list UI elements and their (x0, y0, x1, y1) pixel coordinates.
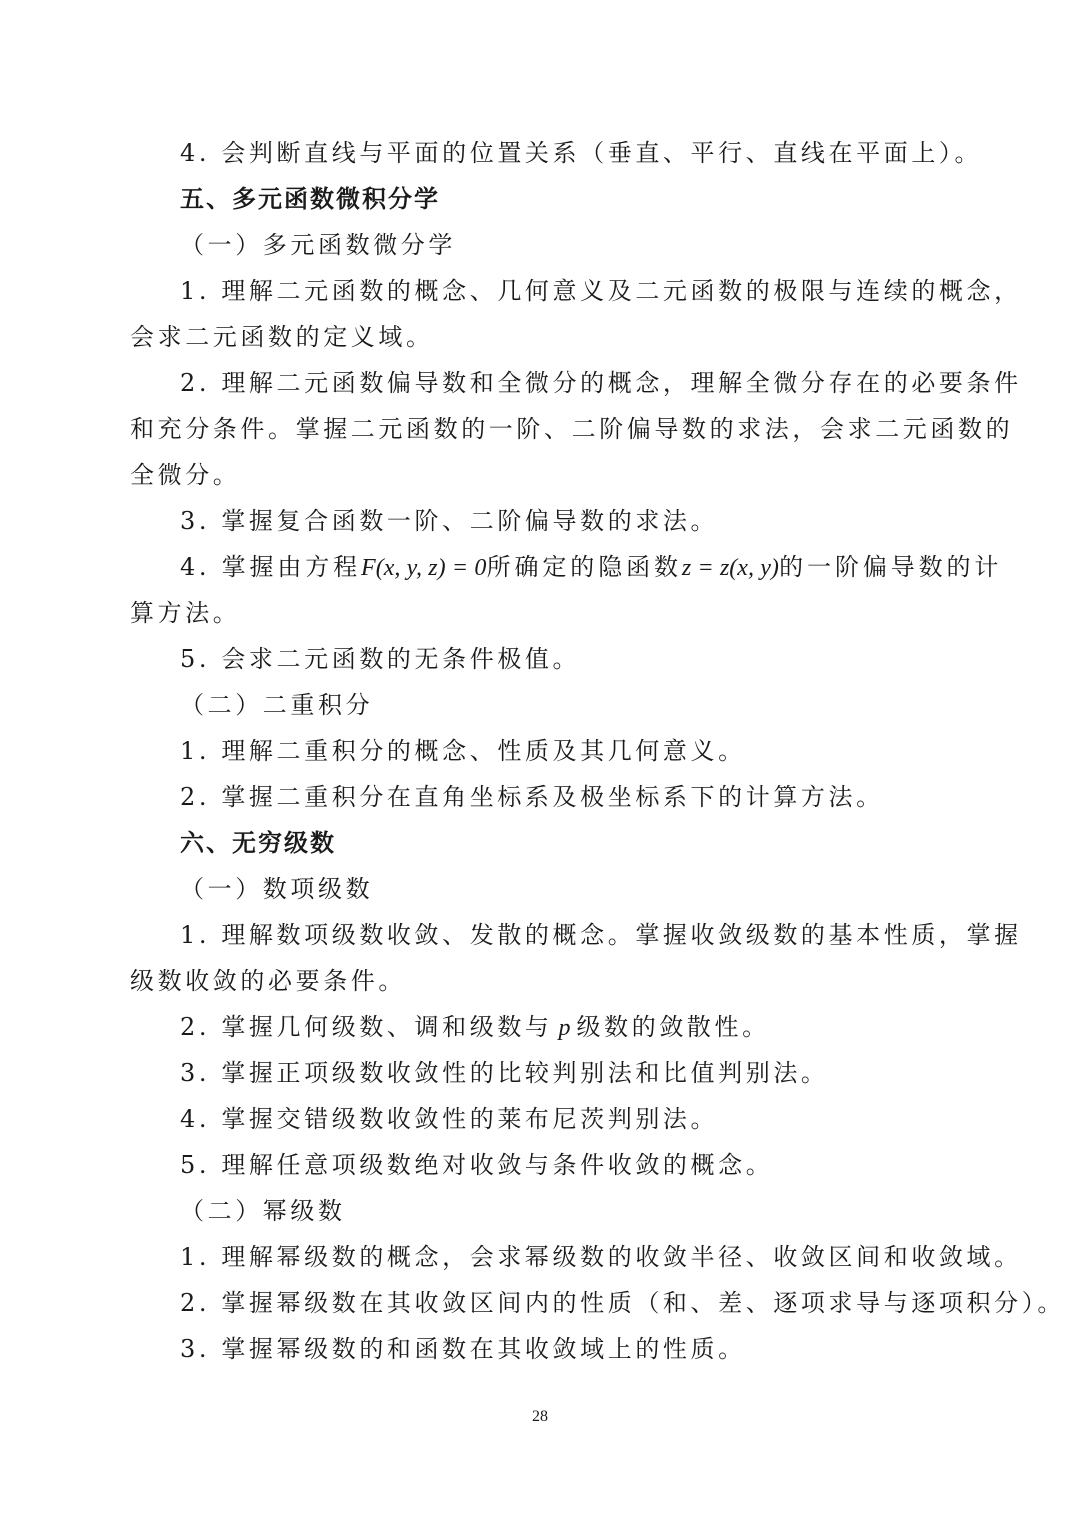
page-number: 28 (532, 1408, 548, 1425)
subsection-heading: （二）二重积分 (180, 691, 374, 719)
paragraph: 5. 理解任意项级数绝对收敛与条件收敛的概念。 (180, 1151, 774, 1179)
paragraph: 1. 理解二重积分的概念、性质及其几何意义。 (180, 737, 746, 765)
subsection-heading: （一）数项级数 (180, 875, 374, 903)
section-heading: 五、多元函数微积分学 (180, 185, 440, 213)
text-run: 所确定的隐函数 (486, 553, 682, 581)
paragraph: 1. 理解二元函数的概念、几何意义及二元函数的极限与连续的概念， (180, 277, 1022, 305)
subsection-heading: （一）多元函数微分学 (180, 231, 456, 259)
page-content (0, 130, 1080, 1372)
text-run: 4. 掌握由方程 (180, 553, 362, 581)
formula-implicit-equation: F(x, y, z) = 0 (361, 555, 487, 581)
text-run: 的一阶偏导数的计 (778, 553, 1002, 581)
paragraph-continuation: 和充分条件。掌握二元函数的一阶、二阶偏导数的求法，会求二元函数的 (130, 415, 1014, 443)
subsection-heading: （二）幂级数 (180, 1197, 346, 1225)
text-run: 2. 掌握几何级数、调和级数与 (180, 1013, 553, 1041)
paragraph: 4. 掌握交错级数收敛性的莱布尼茨判别法。 (180, 1105, 719, 1133)
paragraph: 3. 掌握正项级数收敛性的比较判别法和比值判别法。 (180, 1059, 829, 1087)
paragraph-with-formula (0, 544, 1002, 590)
paragraph: 1. 理解幂级数的概念，会求幂级数的收敛半径、收敛区间和收敛域。 (180, 1243, 1022, 1271)
paragraph-continuation: 会求二元函数的定义域。 (130, 323, 434, 351)
paragraph-continuation: 全微分。 (130, 461, 241, 489)
paragraph: 2. 掌握幂级数在其收敛区间内的性质（和、差、逐项求导与逐项积分）。 (180, 1289, 1065, 1317)
paragraph: 3. 掌握幂级数的和函数在其收敛域上的性质。 (180, 1335, 746, 1363)
formula-p-series: p (558, 1015, 571, 1041)
section-heading: 六、无穷级数 (180, 829, 336, 857)
formula-implicit-function: z = z(x, y) (681, 555, 779, 581)
paragraph: 4. 会判断直线与平面的位置关系（垂直、平行、直线在平面上）。 (180, 139, 983, 167)
paragraph-continuation: 算方法。 (130, 599, 241, 627)
paragraph: 3. 掌握复合函数一阶、二阶偏导数的求法。 (180, 507, 719, 535)
paragraph: 5. 会求二元函数的无条件极值。 (180, 645, 581, 673)
paragraph: 1. 理解数项级数收敛、发散的概念。掌握收敛级数的基本性质，掌握 (180, 921, 1022, 949)
paragraph-continuation: 级数收敛的必要条件。 (130, 967, 406, 995)
paragraph-with-formula (0, 1004, 1080, 1050)
text-run: 级数的敛散性。 (576, 1013, 770, 1041)
paragraph: 2. 理解二元函数偏导数和全微分的概念，理解全微分存在的必要条件 (180, 369, 1022, 397)
paragraph: 2. 掌握二重积分在直角坐标系及极坐标系下的计算方法。 (180, 783, 884, 811)
